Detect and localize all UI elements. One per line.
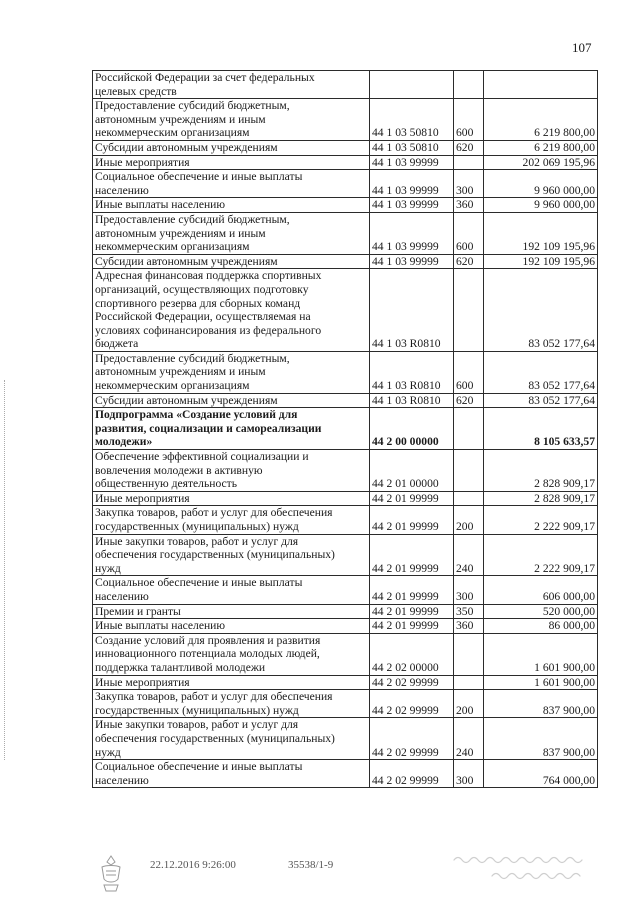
row-type-cell: 240 [454,534,484,576]
table-row [93,140,598,155]
row-name-cell: Социальное обеспечение и иные выплаты населению [93,760,370,788]
row-name-cell: Иные мероприятия [93,675,370,690]
row-name-cell: Субсидии автономным учреждениям [93,254,370,269]
row-type-cell [454,491,484,506]
budget-table [92,70,598,788]
row-amount-cell: 2 222 909,17 [484,506,598,534]
row-name-cell: Социальное обеспечение и иные выплаты населению [93,170,370,198]
table-row [93,491,598,506]
row-amount-cell: 837 900,00 [484,718,598,760]
row-type-cell: 620 [454,393,484,408]
table-row [93,576,598,604]
table-row [93,99,598,141]
table-row [93,408,598,450]
table-row [93,254,598,269]
row-amount-cell: 606 000,00 [484,576,598,604]
table-row [93,604,598,619]
table-row [93,534,598,576]
row-name-cell: Закупка товаров, работ и услуг для обеспечения государственных (муниципальных) нужд [93,690,370,718]
row-amount-cell: 2 222 909,17 [484,534,598,576]
row-amount-cell: 83 052 177,64 [484,393,598,408]
emblem-icon [96,853,126,895]
row-name-cell: Предоставление субсидий бюджетным, автономным учреждениям и иным некоммерческим организациям [93,351,370,393]
row-type-cell: 600 [454,212,484,254]
row-amount-cell: 192 109 195,96 [484,212,598,254]
faded-watermark [452,852,602,884]
row-amount-cell: 6 219 800,00 [484,140,598,155]
row-code-cell: 44 1 03 R0810 [370,393,454,408]
row-name-cell: Иные выплаты населению [93,619,370,634]
row-type-cell: 360 [454,619,484,634]
row-type-cell: 360 [454,198,484,213]
row-code-cell: 44 2 02 00000 [370,633,454,675]
row-type-cell [454,71,484,99]
row-amount-cell: 2 828 909,17 [484,491,598,506]
row-type-cell [454,450,484,492]
table-row [93,675,598,690]
row-type-cell: 620 [454,140,484,155]
row-code-cell: 44 2 01 99999 [370,604,454,619]
row-code-cell: 44 2 01 99999 [370,619,454,634]
row-code-cell: 44 2 00 00000 [370,408,454,450]
row-code-cell: 44 2 01 00000 [370,450,454,492]
row-amount-cell: 764 000,00 [484,760,598,788]
scan-edge-marks [4,380,9,760]
row-name-cell: Создание условий для проявления и развития инновационного потенциала молодых людей, поддержка талантливой молодежи [93,633,370,675]
row-code-cell: 44 1 03 R0810 [370,351,454,393]
row-name-cell: Адресная финансовая поддержка спортивных организаций, осуществляющих подготовку спортивного резерва для сборных команд Российской Федерации, осуществляемая на условиях софинансирования из федерального бюджета [93,269,370,352]
row-type-cell [454,675,484,690]
row-amount-cell: 83 052 177,64 [484,351,598,393]
row-name-cell: Премии и гранты [93,604,370,619]
table-row [93,269,598,352]
row-name-cell: Подпрограмма «Создание условий для развития, социализации и самореализации молодежи» [93,408,370,450]
row-name-cell: Закупка товаров, работ и услуг для обеспечения государственных (муниципальных) нужд [93,506,370,534]
row-amount-cell: 8 105 633,57 [484,408,598,450]
row-amount-cell: 6 219 800,00 [484,99,598,141]
row-amount-cell: 202 069 195,96 [484,155,598,170]
row-code-cell: 44 2 02 99999 [370,675,454,690]
row-amount-cell: 83 052 177,64 [484,269,598,352]
row-type-cell: 200 [454,506,484,534]
row-code-cell: 44 2 01 99999 [370,506,454,534]
row-amount-cell: 837 900,00 [484,690,598,718]
table-row [93,198,598,213]
row-amount-cell [484,71,598,99]
table-row [93,351,598,393]
row-code-cell: 44 2 02 99999 [370,760,454,788]
row-name-cell: Иные мероприятия [93,155,370,170]
row-code-cell: 44 1 03 99999 [370,170,454,198]
row-type-cell: 240 [454,718,484,760]
row-code-cell: 44 2 01 99999 [370,534,454,576]
row-amount-cell: 9 960 000,00 [484,170,598,198]
row-code-cell: 44 1 03 50810 [370,99,454,141]
row-code-cell: 44 1 03 99999 [370,155,454,170]
row-type-cell: 350 [454,604,484,619]
row-type-cell [454,408,484,450]
row-amount-cell: 520 000,00 [484,604,598,619]
row-amount-cell: 2 828 909,17 [484,450,598,492]
row-type-cell: 620 [454,254,484,269]
table-row [93,760,598,788]
table-row [93,212,598,254]
row-name-cell: Обеспечение эффективной социализации и вовлечения молодежи в активную общественную деятельность [93,450,370,492]
row-type-cell: 300 [454,576,484,604]
row-type-cell [454,155,484,170]
row-code-cell: 44 1 03 99999 [370,212,454,254]
table-row [93,450,598,492]
row-code-cell: 44 2 02 99999 [370,718,454,760]
row-name-cell: Социальное обеспечение и иные выплаты населению [93,576,370,604]
table-row [93,393,598,408]
page-number: 107 [572,40,592,55]
row-code-cell: 44 1 03 R0810 [370,269,454,352]
table-row [93,71,598,99]
row-code-cell: 44 1 03 50810 [370,140,454,155]
row-code-cell: 44 2 01 99999 [370,491,454,506]
table-row [93,506,598,534]
footer-document-id: 35538/1-9 [288,859,334,871]
table-row [93,155,598,170]
row-name-cell: Иные закупки товаров, работ и услуг для обеспечения государственных (муниципальных) нужд [93,718,370,760]
footer-timestamp: 22.12.2016 9:26:00 [150,859,236,871]
row-type-cell: 300 [454,760,484,788]
row-code-cell: 44 1 03 99999 [370,254,454,269]
row-name-cell: Российской Федерации за счет федеральных целевых средств [93,71,370,99]
row-code-cell: 44 1 03 99999 [370,198,454,213]
row-code-cell: 44 2 02 99999 [370,690,454,718]
row-name-cell: Предоставление субсидий бюджетным, автономным учреждениям и иным некоммерческим организациям [93,212,370,254]
row-type-cell [454,633,484,675]
row-type-cell: 600 [454,99,484,141]
row-amount-cell: 9 960 000,00 [484,198,598,213]
row-name-cell: Субсидии автономным учреждениям [93,393,370,408]
row-type-cell: 300 [454,170,484,198]
row-name-cell: Субсидии автономным учреждениям [93,140,370,155]
row-name-cell: Иные выплаты населению [93,198,370,213]
budget-table-body [93,71,598,788]
row-name-cell: Предоставление субсидий бюджетным, автономным учреждениям и иным некоммерческим организациям [93,99,370,141]
row-type-cell: 200 [454,690,484,718]
row-name-cell: Иные мероприятия [93,491,370,506]
table-row [93,170,598,198]
row-amount-cell: 1 601 900,00 [484,675,598,690]
row-amount-cell: 86 000,00 [484,619,598,634]
row-code-cell [370,71,454,99]
row-code-cell: 44 2 01 99999 [370,576,454,604]
row-amount-cell: 192 109 195,96 [484,254,598,269]
table-row [93,690,598,718]
table-row [93,619,598,634]
row-amount-cell: 1 601 900,00 [484,633,598,675]
table-row [93,633,598,675]
row-name-cell: Иные закупки товаров, работ и услуг для обеспечения государственных (муниципальных) нужд [93,534,370,576]
row-type-cell [454,269,484,352]
table-row [93,718,598,760]
row-type-cell: 600 [454,351,484,393]
